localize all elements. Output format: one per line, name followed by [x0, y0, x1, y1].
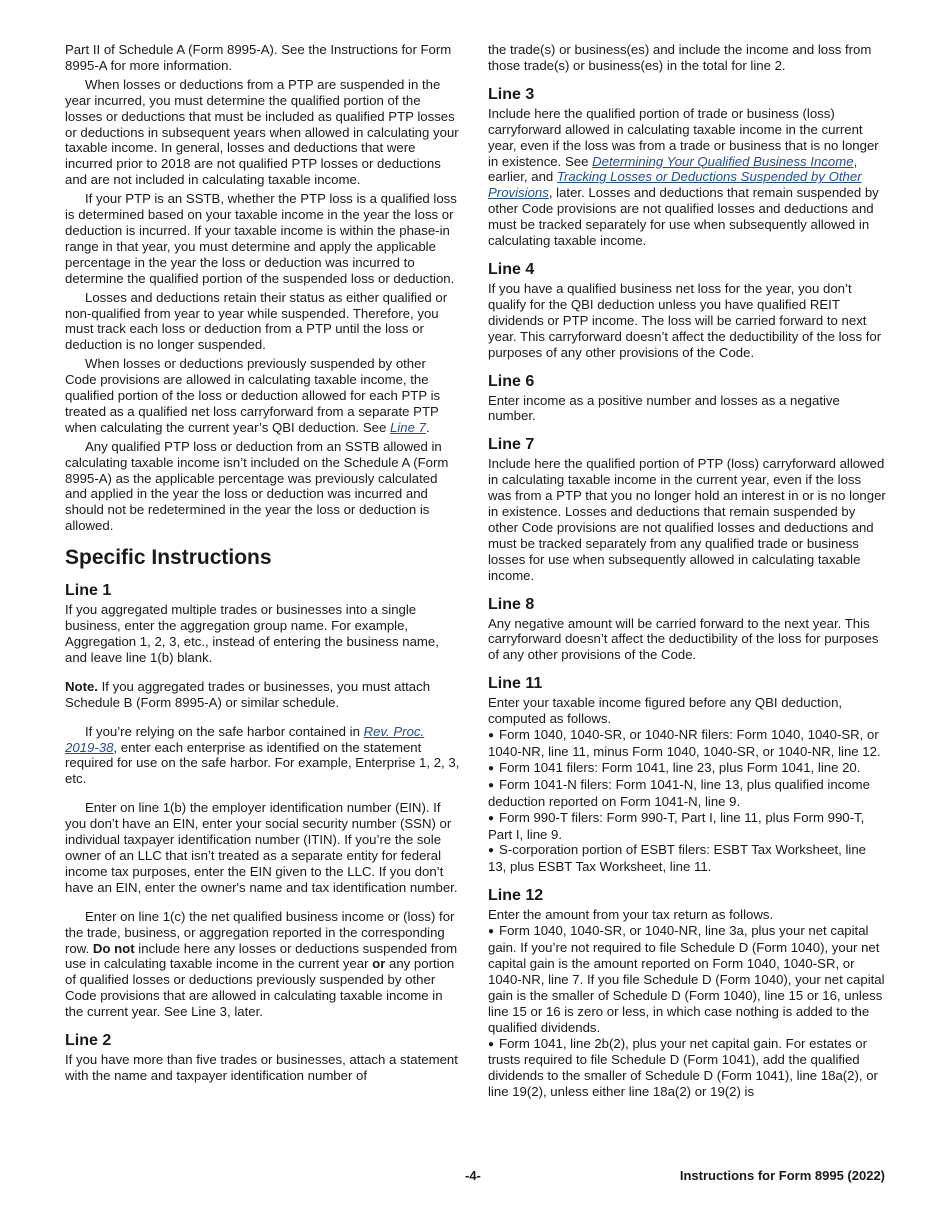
text-run: Include here the qualified portion of trade or business (loss) carryforward allowed in calculating taxable income in the current year, even if the loss was from a trade or business that is no longer in existence. See: [488, 105, 879, 169]
line-11-list: [488, 727, 888, 875]
qualified-business-income-link[interactable]: Determining Your Qualified Business Income: [592, 153, 854, 169]
line-1-note: [65, 679, 460, 711]
text-run: Enter on line 1(c) the net qualified business income or (loss) for the trade, business, or aggregation reported in the corresponding row.: [65, 908, 455, 956]
text-run: any portion of qualified losses or deductions previously suspended by other Code provisions that are allowed in calculating taxable income in the current year. See Line 3, later.: [65, 956, 455, 1020]
line-1c-paragraph: [65, 909, 460, 1020]
line-7-link[interactable]: Line 7: [390, 419, 426, 435]
line-3-paragraph: [488, 106, 888, 249]
paragraph-suspended: When losses or deductions from a PTP are suspended in the year incurred, you must determine the qualified portion of the losses or deductions that must be included as qualified PTP losses or deductions in subsequent years when allowed in calculating your taxable income. In general, losses and deductions that were incurred prior to 2018 are not qualified PTP losses or deductions and are not included in calculating taxable income.: [65, 76, 459, 188]
section-title: Specific Instructions: [65, 546, 272, 570]
paragraph-sstb: If your PTP is an SSTB, whether the PTP loss is a qualified loss is determined based on your taxable income in the year the loss or deduction is incurred. If your taxable income is within the phase-in range in that year, you must determine and apply the applicable percentage in the year the loss or deduction was incurred to determine the qualified portion of the suspended loss or deduction.: [65, 191, 457, 286]
footer-title: Instructions for Form 8995 (2022): [679, 1168, 885, 1183]
bullet-icon: ●: [488, 779, 495, 791]
text-run: When losses or deductions previously suspended by other Code provisions are allowed in calculating taxable income, the qualified portion of the loss or deduction allowed for each PTP is treated as a qualified net loss carryforward from a separate PTP when calculating the current year’s QBI deduction. See: [65, 356, 441, 435]
list-item-text: Form 990-T filers: Form 990-T, Part I, line 11, plus Form 990-T, Part I, line 9.: [488, 809, 865, 842]
list-item-text: Form 1041, line 2b(2), plus your net capital gain. For estates or trusts required to file Schedule D (Form 1041), add the qualified dividends to the smaller of Schedule D (Form 1041), line 18a(2), or line 19(2), unless either line 18a(2) or 19(2) is: [488, 1035, 878, 1100]
list-item: [488, 760, 888, 777]
bullet-icon: ●: [488, 845, 495, 857]
text-run: include here any losses or deductions suspended from use in calculating taxable income in the current year: [65, 940, 458, 972]
bullet-icon: ●: [488, 762, 495, 774]
text-run: , earlier, and: [488, 153, 858, 185]
bullet-icon: ●: [488, 1038, 495, 1050]
bullet-icon: ●: [488, 812, 495, 824]
line-12-list: [488, 923, 888, 1100]
line-3-heading: Line 3: [488, 85, 535, 103]
note-label: Note.: [65, 678, 98, 694]
page-number: -4-: [465, 1168, 481, 1183]
list-item-text: S-corporation portion of ESBT filers: ESBT Tax Worksheet, line 13, plus ESBT Tax Worksheet, line 11.: [488, 842, 867, 875]
left-column: [65, 42, 460, 1084]
list-item: [488, 810, 888, 843]
text-run: , enter each enterprise as identified on the statement required for use on the safe harbor. For example, Enterprise 1, 2, 3, etc.: [65, 739, 460, 787]
line-7-heading: Line 7: [488, 436, 535, 454]
list-item-text: Form 1040, 1040-SR, or 1040-NR filers: Form 1040, 1040-SR, or 1040-NR, line 11, minus Form 1040, 1040-SR, or 1040-NR, line 12.: [488, 727, 881, 759]
text-run: .: [425, 419, 430, 435]
bold-text: or: [372, 956, 386, 972]
line-8-paragraph: Any negative amount will be carried forward to the next year. This carryforward doesn’t affect the deductibility of the loss for purposes of any other provisions of the Code.: [488, 615, 879, 663]
page-footer: [65, 1168, 885, 1186]
line-7-paragraph: Include here the qualified portion of PTP (loss) carryforward allowed in calculating taxable income in the current year, even if the loss was from a PTP that you no longer hold an interest in or is no longer in existence. Losses and deductions that remain suspended by other Code provisions are not qualified losses and deductions and must be tracked separately from any qualified trade or business losses for use when subsequently allowed in calculating taxable income.: [488, 456, 886, 583]
line-2-continued: the trade(s) or business(es) and include the income and loss from those trade(s) or business(es) in the total for line 2.: [488, 42, 872, 73]
paragraph-retain-status: Losses and deductions retain their status as either qualified or non-qualified from year to year while suspended. Therefore, you must track each loss or deduction from a PTP until the loss or deduction is no longer suspended.: [65, 289, 448, 353]
line-1-safe-harbor: [65, 724, 460, 788]
rev-proc-link[interactable]: Rev. Proc. 2019-38: [65, 723, 425, 755]
right-column: [488, 42, 888, 1100]
line-8-heading: Line 8: [488, 595, 535, 613]
bullet-icon: ●: [488, 730, 495, 742]
line-12-heading: Line 12: [488, 887, 544, 905]
paragraph-sstb-allowed: Any qualified PTP loss or deduction from an SSTB allowed in calculating taxable income isn’t included on the Schedule A (Form 8995-A) as the applicable percentage was previously calculated and applied in the year the loss or deduction was incurred and should not be redetermined in the year the loss or deduction is allowed.: [65, 438, 449, 534]
line-12-paragraph: Enter the amount from your tax return as follows.: [488, 907, 774, 923]
list-item-text: Form 1041 filers: Form 1041, line 23, plus Form 1041, line 20.: [499, 759, 861, 775]
list-item: [488, 777, 888, 810]
list-item: [488, 923, 888, 1035]
paragraph-previously-suspended: [65, 356, 460, 436]
line-11-heading: Line 11: [488, 675, 543, 693]
text-run: , later. Losses and deductions that remain suspended by other Code provisions are not qualified losses and deductions and must be tracked separately for use when subsequently allowed in calculating taxable income.: [488, 185, 879, 249]
line-2-heading: Line 2: [65, 1032, 112, 1050]
text-run: If you aggregated trades or businesses, you must attach Schedule B (Form 8995-A) or similar schedule.: [65, 678, 431, 710]
line-4-paragraph: If you have a qualified business net loss for the year, you don’t qualify for the QBI deduction unless you have qualified REIT dividends or PTP income. The loss will be carried forward to next year. This carryforward doesn’t affect the deductibility of the loss for purposes of any other provisions of the Code.: [488, 280, 882, 360]
text-run: If you’re relying on the safe harbor contained in: [85, 723, 364, 739]
line-11-paragraph: Enter your taxable income figured before any QBI deduction, computed as follows.: [488, 695, 843, 727]
line-2-paragraph: If you have more than five trades or businesses, attach a statement with the name and taxpayer identification number of: [65, 1052, 458, 1083]
list-item: [488, 1036, 888, 1101]
tracking-losses-link[interactable]: Tracking Losses or Deductions Suspended by Other Provisions: [488, 169, 862, 201]
list-item: [488, 842, 888, 875]
list-item-text: Form 1041-N filers: Form 1041-N, line 13, plus qualified income deduction reported on Form 1041-N, line 9.: [488, 776, 870, 809]
list-item-text: Form 1040, 1040-SR, or 1040-NR, line 3a, plus your net capital gain. If you’re not required to file Schedule D (Form 1040), your net capital gain is the amount reported on Form 1040, 1040-SR, or 1040-NR, line 7. If you file Schedule D (Form 1040), your net capital gain is the smaller of Schedule D (Form 1040), line 15 or 16, unless line 15 or 16 is zero or less, in which case nothing is added to the qualified dividends.: [488, 923, 885, 1035]
bold-text: Do not: [92, 940, 135, 956]
line-1-heading: Line 1: [65, 582, 112, 600]
paragraph-intro: Part II of Schedule A (Form 8995-A). See the Instructions for Form 8995-A for more information.: [65, 42, 452, 73]
line-1-paragraph: If you aggregated multiple trades or businesses into a single business, enter the aggregation group name. For example, Aggregation 1, 2, 3, etc., instead of entering the business name, and leave line 1(b) blank.: [65, 602, 439, 665]
line-4-heading: Line 4: [488, 260, 535, 278]
bullet-icon: ●: [488, 926, 495, 938]
line-6-paragraph: Enter income as a positive number and losses as a negative number.: [488, 392, 840, 424]
line-1-ein: Enter on line 1(b) the employer identification number (EIN). If you don’t have an EIN, enter your social security number (SSN) or individual taxpayer identification number (ITIN). If you’re the sole owner of an LLC that isn’t treated as a separate entity for federal income tax purposes, enter the EIN given to the LLC. If you don’t have an EIN, enter the owner's name and tax identification number.: [65, 800, 458, 895]
list-item: [488, 727, 888, 760]
line-6-heading: Line 6: [488, 372, 535, 390]
